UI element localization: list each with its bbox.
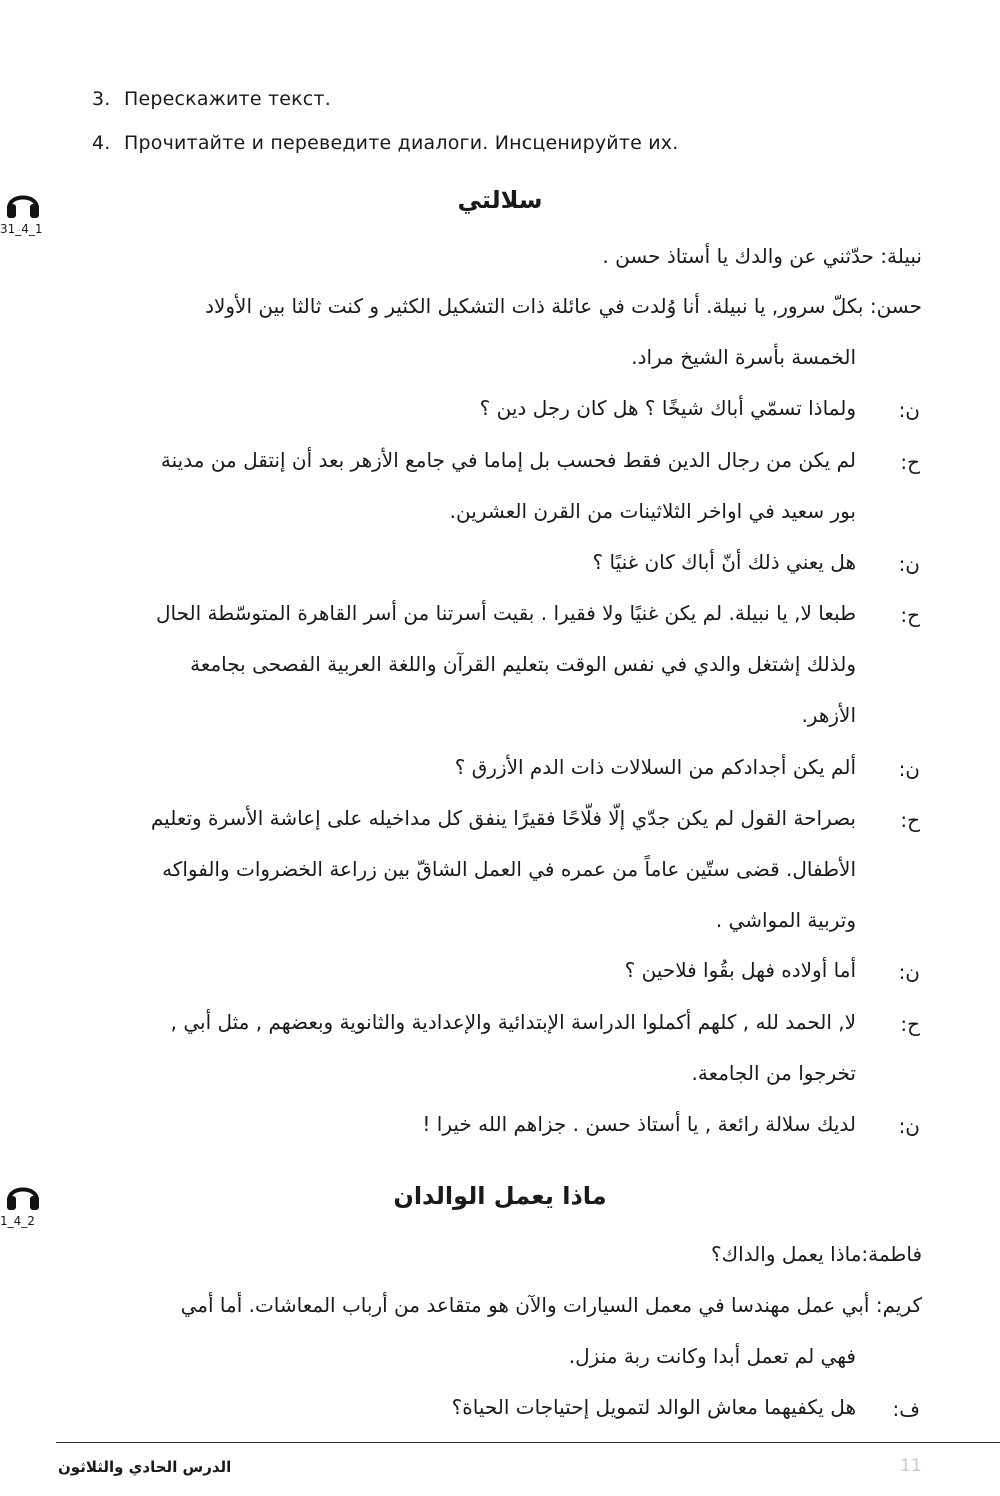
instruction-text: Прочитайте и переведите диалоги. Инсценируйте их. (124, 132, 679, 154)
dialogue-line: حسن: بكلّ سرور, يا نبيلة. أنا وُلدت في عائلة ذات التشكيل الكثير و كنت ثالثا بين الأولاد (205, 294, 922, 318)
dialogue-line: الخمسة بأسرة الشيخ مراد. (631, 345, 856, 369)
dialogue-line: الأطفال. قضى ستّين عاماً من عمره في العمل الشاقّ بين زراعة الخضروات والفواكه (162, 857, 856, 881)
audio-code: 31_4_1 (0, 222, 43, 236)
dialogue-line: هل يكفيهما معاش الوالد لتمويل إحتياجات الحياة؟ (451, 1395, 856, 1419)
page-number: 11 (900, 1456, 922, 1476)
instruction-4 (92, 132, 678, 154)
section-title-2: ماذا يعمل الوالدان (393, 1182, 607, 1210)
instruction-text: Перескажите текст. (124, 88, 331, 110)
dialogue-line: بصراحة القول لم يكن جدّي إلّا فلّاحًا فقيرًا ينفق كل مداخيله على إعاشة الأسرة وتعليم (150, 806, 856, 830)
audio-code: 1_4_2 (0, 1214, 35, 1228)
dialogue-line: فهي لم تعمل أبدا وكانت ربة منزل. (568, 1344, 856, 1368)
dialogue-line: ولماذا تسمّي أباك شيخًا ؟ هل كان رجل دين ؟ (479, 396, 856, 420)
dialogue-line: لا, الحمد لله , كلهم أكملوا الدراسة الإبتدائية والإعدادية والثانوية وبعضهم , مثل أبي , (170, 1010, 856, 1034)
dialogue-line: وتربية المواشي . (715, 908, 856, 932)
dialogue-line: فاطمة:ماذا يعمل والداك؟ (711, 1242, 922, 1266)
footer-divider (56, 1442, 1000, 1443)
speaker-label: ح: (900, 1012, 920, 1036)
footer-lesson-title: الدرس الحادي والثلاثون (58, 1458, 232, 1476)
instruction-3 (92, 88, 331, 110)
dialogue-line: لديك سلالة رائعة , يا أستاذ حسن . جزاهم الله خيرا ! (422, 1112, 856, 1136)
dialogue-line: ألم يكن أجدادكم من السلالات ذات الدم الأزرق ؟ (454, 755, 856, 779)
speaker-label: ف: (892, 1397, 920, 1421)
speaker-label: ن: (898, 1114, 920, 1138)
dialogue-line: بور سعيد في اواخر الثلاثينات من القرن العشرين. (449, 499, 856, 523)
speaker-label: ح: (900, 603, 920, 627)
dialogue-line: نبيلة: حدّثني عن والدك يا أستاذ حسن . (602, 244, 922, 268)
dialogue-line: أما أولاده فهل بقُوا فلاحين ؟ (624, 958, 856, 982)
dialogue-line: هل يعني ذلك أنّ أباك كان غنيًا ؟ (592, 550, 856, 574)
dialogue-line: ولذلك إشتغل والدي في نفس الوقت بتعليم القرآن واللغة العربية الفصحى بجامعة (190, 652, 856, 676)
speaker-label: ن: (898, 960, 920, 984)
section-title-1: سلالتي (457, 186, 543, 214)
speaker-label: ح: (900, 808, 920, 832)
instruction-number: 3. (92, 88, 111, 110)
dialogue-line: لم يكن من رجال الدين فقط فحسب بل إماما في جامع الأزهر بعد أن إنتقل من مدينة (160, 448, 856, 472)
dialogue-line: طبعا لا, يا نبيلة. لم يكن غنيًا ولا فقيرا . بقيت أسرتنا من أسر القاهرة المتوسّطة الحال (155, 601, 856, 625)
dialogue-line: الأزهر. (801, 703, 856, 727)
speaker-label: ن: (898, 552, 920, 576)
speaker-label: ن: (898, 757, 920, 781)
speaker-label: ح: (900, 450, 920, 474)
speaker-label: ن: (898, 398, 920, 422)
instruction-number: 4. (92, 132, 111, 154)
dialogue-line: تخرجوا من الجامعة. (691, 1061, 856, 1085)
dialogue-line: كريم: أبي عمل مهندسا في معمل السيارات والآن هو متقاعد من أرباب المعاشات. أما أمي (180, 1293, 922, 1317)
